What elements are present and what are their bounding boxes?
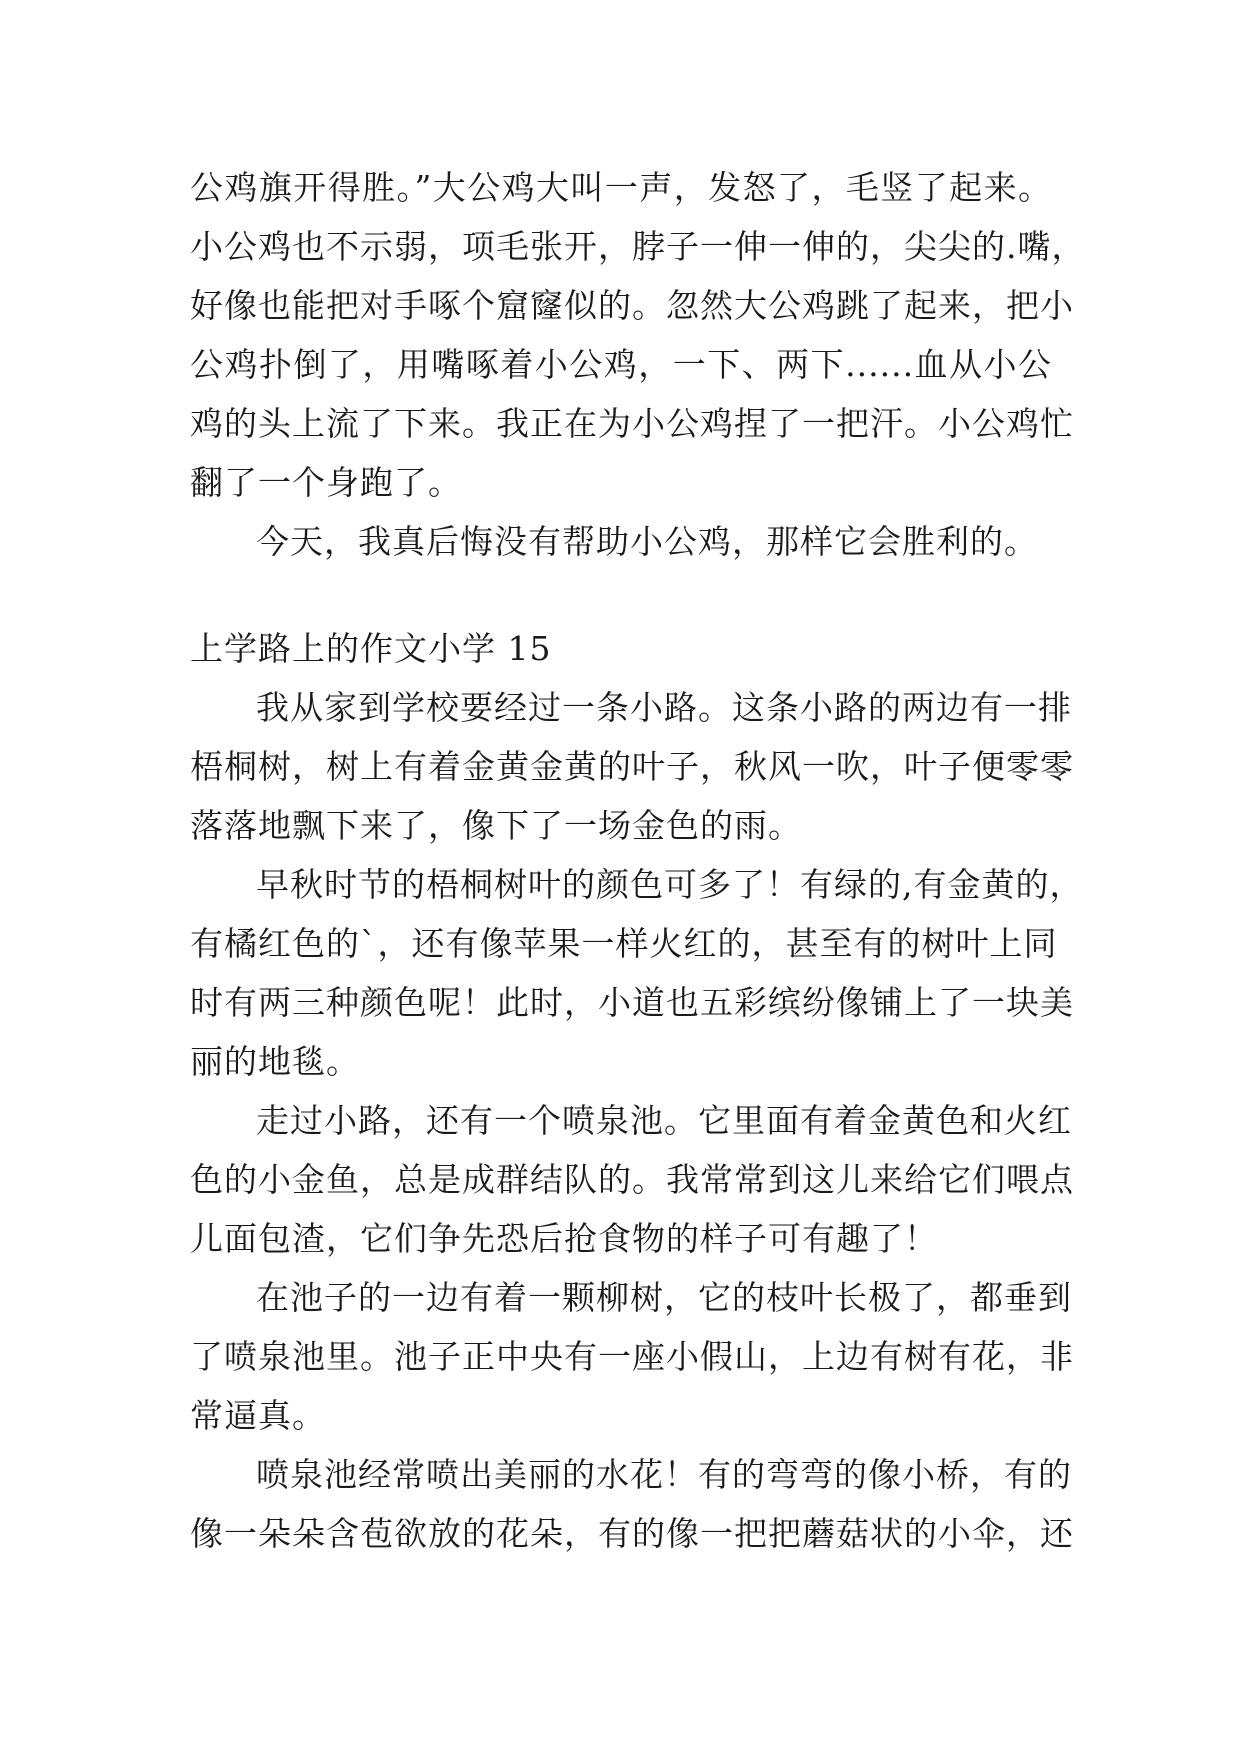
text-line: 好像也能把对手啄个窟窿似的。忽然大公鸡跳了起来，把小 [190, 286, 1074, 325]
text-line: 了喷泉池里。池子正中央有一座小假山，上边有树有花，非 [190, 1337, 1074, 1376]
text-line: 时有两三种颜色呢！此时，小道也五彩缤纷像铺上了一块美 [190, 983, 1074, 1022]
text-line: 像一朵朵含苞欲放的花朵，有的像一把把蘑菇状的小伞，还 [190, 1514, 1074, 1553]
text-line: 鸡的头上流了下来。我正在为小公鸡捏了一把汗。小公鸡忙 [190, 404, 1074, 443]
text-line: 早秋时节的梧桐树叶的颜色可多了！有绿的,有金黄的， [256, 865, 1084, 904]
text-line: 走过小路，还有一个喷泉池。它里面有着金黄色和火红 [256, 1101, 1072, 1140]
text-line: 梧桐树，树上有着金黄金黄的叶子，秋风一吹，叶子便零零 [190, 747, 1074, 786]
text-line: 翻了一个身跑了。 [190, 463, 462, 502]
text-line: 公鸡扑倒了，用嘴啄着小公鸡，一下、两下......血从小公 [190, 345, 1052, 384]
text-line: 儿面包渣，它们争先恐后抢食物的样子可有趣了！ [190, 1219, 938, 1258]
text-line: 喷泉池经常喷出美丽的水花！有的弯弯的像小桥，有的 [256, 1455, 1072, 1494]
text-line: 常逼真。 [190, 1396, 326, 1435]
text-line: 在池子的一边有着一颗柳树，它的枝叶长极了，都垂到 [256, 1278, 1072, 1317]
text-line: 落落地飘下来了，像下了一场金色的雨。 [190, 806, 802, 845]
section-heading: 上学路上的作文小学 15 [190, 629, 552, 668]
text-line: 小公鸡也不示弱，项毛张开，脖子一伸一伸的，尖尖的.嘴， [190, 227, 1086, 266]
text-line: 色的小金鱼，总是成群结队的。我常常到这儿来给它们喂点 [190, 1160, 1074, 1199]
text-line: 我从家到学校要经过一条小路。这条小路的两边有一排 [256, 688, 1072, 727]
text-line: 丽的地毯。 [190, 1042, 360, 1081]
text-line: 有橘红色的`，还有像苹果一样火红的，甚至有的树叶上同 [190, 924, 1058, 963]
text-line: 今天，我真后悔没有帮助小公鸡，那样它会胜利的。 [256, 522, 1038, 561]
text-line: 公鸡旗开得胜。”大公鸡大叫一声，发怒了，毛竖了起来。 [190, 168, 1052, 207]
